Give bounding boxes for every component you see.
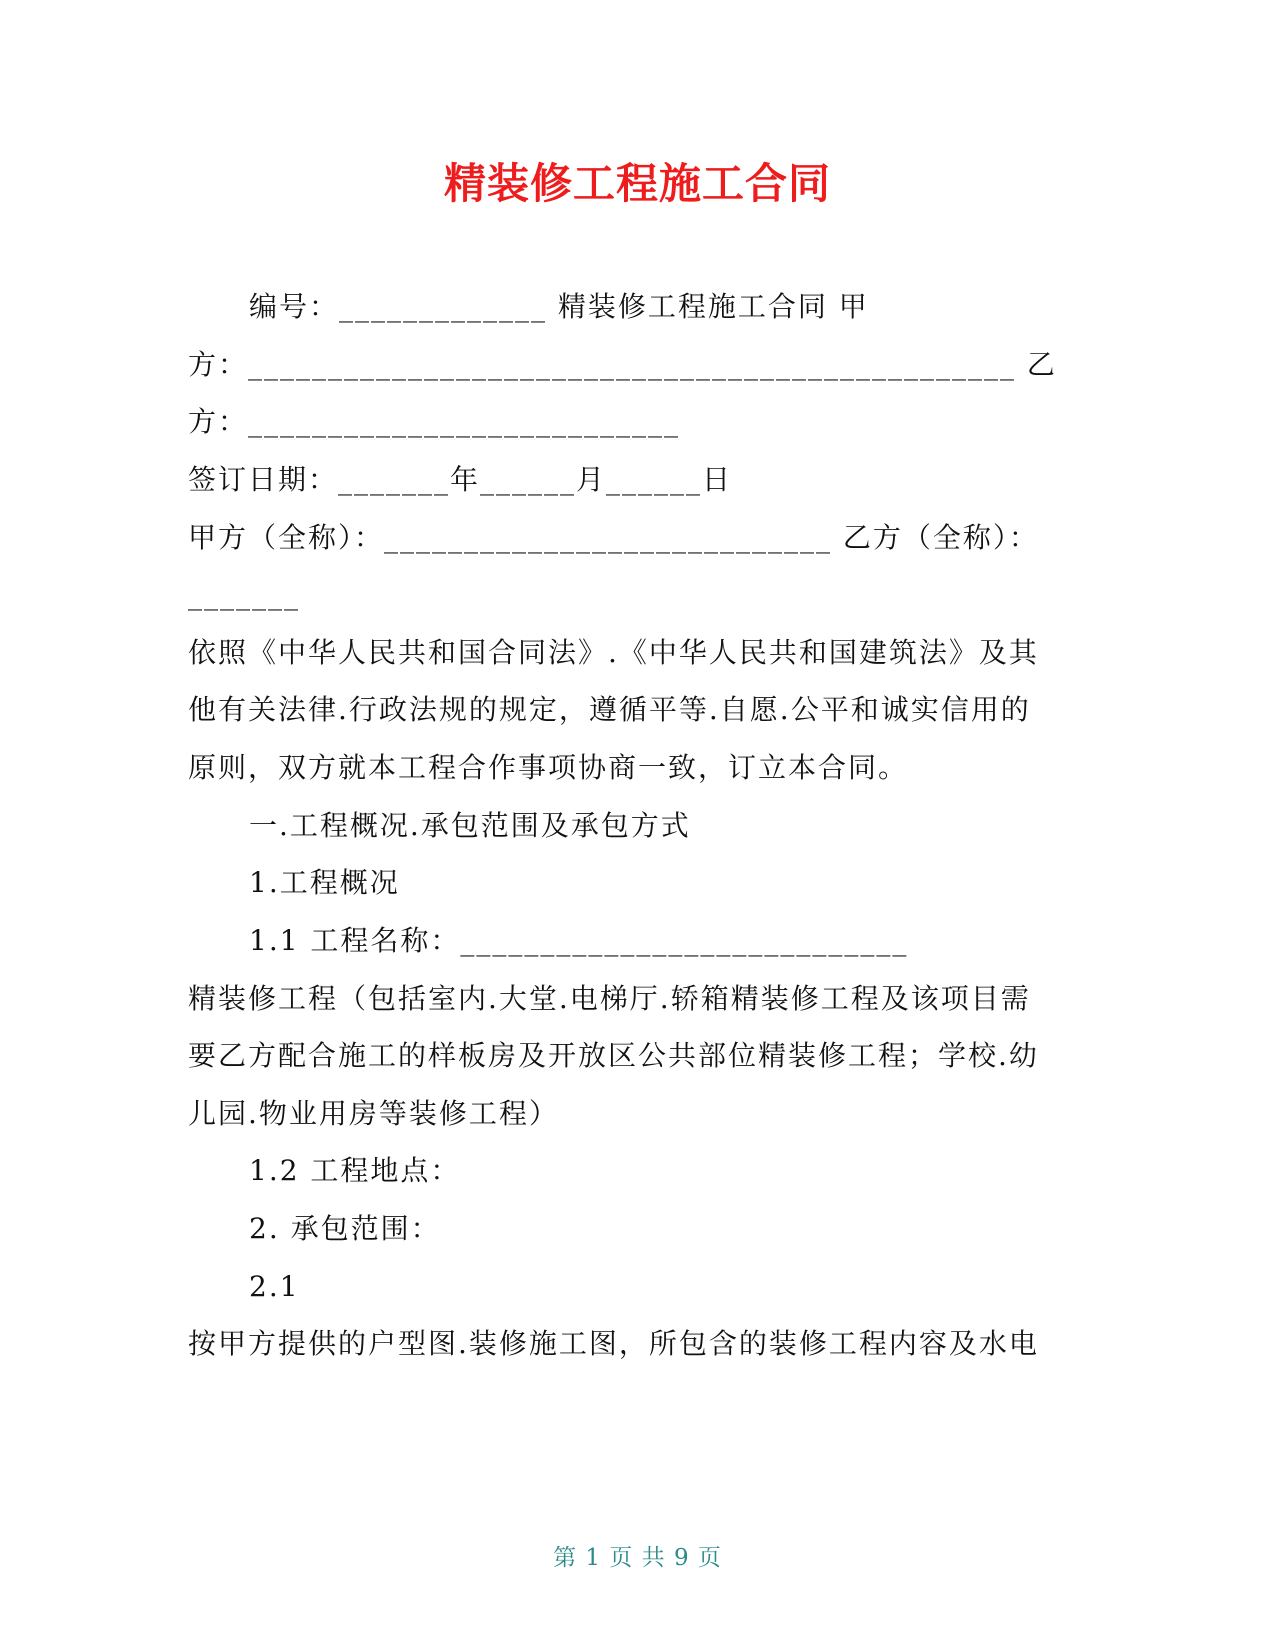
sign-date-line: 签订日期：_______年______月______日: [188, 463, 733, 496]
party-a-line: 方：________________________________________________ 乙: [188, 348, 1057, 381]
clause-2-1-number: 2.1: [249, 1270, 300, 1303]
project-scope-line-3: 儿园.物业用房等装修工程）: [188, 1097, 559, 1130]
clause-1-1-project-name: 1.1 工程名称：____________________________: [249, 924, 909, 957]
contract-number-line: 编号：_____________ 精装修工程施工合同 甲: [249, 290, 869, 323]
clause-2-1-text: 按甲方提供的户型图.装修施工图，所包含的装修工程内容及水电: [188, 1327, 1039, 1360]
party-b-fullname-blank: _______: [188, 578, 300, 611]
project-scope-line-2: 要乙方配合施工的样板房及开放区公共部位精装修工程；学校.幼: [188, 1039, 1039, 1072]
clause-2-heading: 2. 承包范围：: [249, 1212, 441, 1245]
party-b-line: 方：___________________________: [188, 405, 681, 438]
preamble-line-2: 他有关法律.行政法规的规定，遵循平等.自愿.公平和诚实信用的: [188, 693, 1031, 726]
document-title: 精装修工程施工合同: [443, 159, 831, 208]
preamble-line-3: 原则，双方就本工程合作事项协商一致，订立本合同。: [188, 751, 909, 784]
page-footer: 第 1 页 共 9 页: [553, 1545, 722, 1571]
project-scope-line-1: 精装修工程（包括室内.大堂.电梯厅.轿箱精装修工程及该项目需: [188, 982, 1031, 1015]
section-1-heading: 一.工程概况.承包范围及承包方式: [249, 809, 691, 842]
preamble-line-1: 依照《中华人民共和国合同法》.《中华人民共和国建筑法》及其: [188, 636, 1039, 669]
party-fullname-line: 甲方（全称）：____________________________ 乙方（全称）：: [188, 521, 1039, 554]
clause-1-heading: 1.工程概况: [249, 866, 400, 899]
clause-1-2-location: 1.2 工程地点：: [249, 1154, 461, 1187]
